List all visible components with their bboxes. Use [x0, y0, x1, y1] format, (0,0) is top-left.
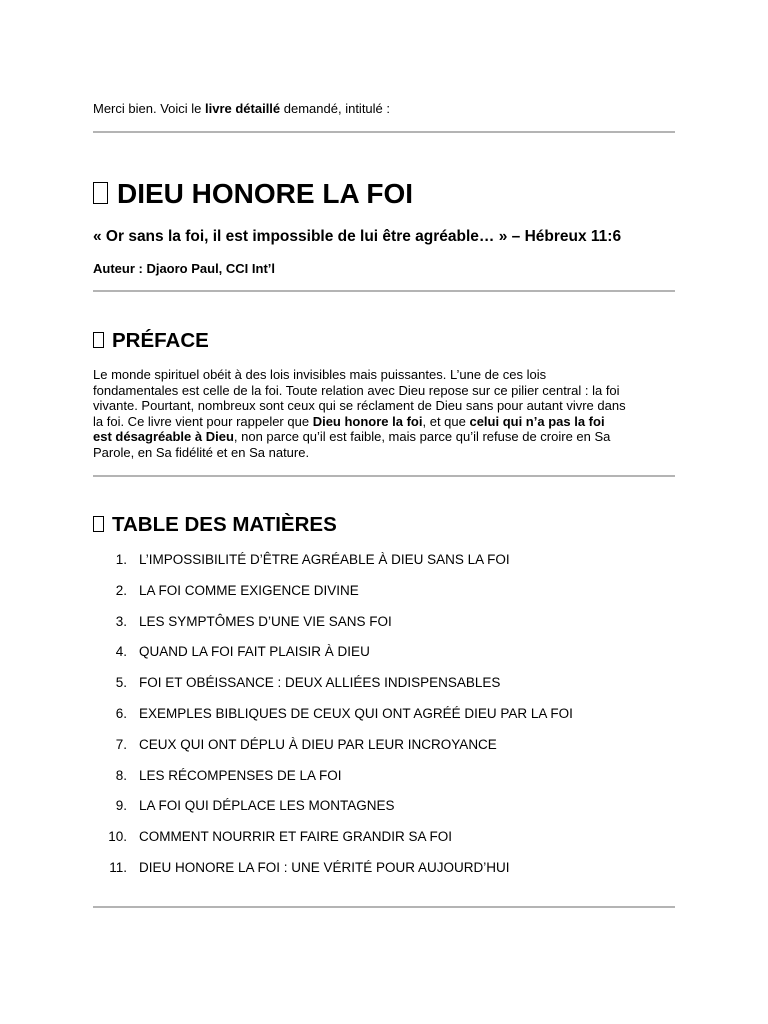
toc-item-text: LA FOI COMME EXIGENCE DIVINE [139, 582, 359, 598]
toc-item [93, 550, 675, 581]
toc-item [93, 858, 675, 889]
book-title [93, 177, 413, 211]
toc-item-text: LES SYMPTÔMES D’UNE VIE SANS FOI [139, 613, 392, 629]
preface-emphasis: Dieu honore la foi [312, 413, 423, 429]
toc-item [93, 642, 675, 673]
preface-line [93, 414, 675, 430]
toc-item-number: 6. [115, 705, 127, 721]
toc-item-number: 8. [115, 767, 127, 783]
table-of-contents [93, 550, 675, 889]
preface-body [93, 367, 675, 460]
toc-item-text: FOI ET OBÉISSANCE : DEUX ALLIÉES INDISPENSABLES [139, 675, 501, 691]
horizontal-rule [93, 475, 675, 477]
intro-text-post: demandé, intitulé : [280, 101, 391, 116]
toc-item-text: EXEMPLES BIBLIQUES DE CEUX QUI ONT AGRÉÉ DIEU PAR LA FOI [139, 705, 573, 721]
toc-heading [93, 512, 337, 538]
toc-item-text: LA FOI QUI DÉPLACE LES MONTAGNES [139, 798, 395, 814]
toc-item-number: 11. [109, 859, 127, 875]
preface-line: Le monde spirituel obéit à des lois invisibles mais puissantes. L’une de ces lois [93, 367, 547, 382]
toc-item-text: CEUX QUI ONT DÉPLU À DIEU PAR LEUR INCROYANCE [139, 736, 497, 752]
preface-heading-text: PRÉFACE [112, 329, 209, 352]
toc-item-number: 4. [115, 644, 127, 660]
toc-item-number: 2. [115, 582, 127, 598]
preface-line: fondamentales est celle de la foi. Toute relation avec Dieu repose sur ce pilier central : la foi [93, 382, 620, 398]
toc-item [93, 673, 675, 704]
toc-item [93, 827, 675, 858]
toc-item-number: 7. [115, 736, 127, 752]
intro-line [93, 100, 390, 118]
intro-text-pre: Merci bien. Voici le [93, 101, 205, 116]
missing-glyph-box-icon [93, 516, 104, 532]
toc-item [93, 612, 675, 643]
missing-glyph-box-icon [93, 332, 104, 348]
intro-text-bold: livre détaillé [205, 101, 281, 116]
preface-line [93, 429, 675, 445]
author-line: Auteur : Djaoro Paul, CCI Int’l [93, 261, 276, 276]
toc-item-number: 9. [115, 798, 127, 814]
toc-item-text: QUAND LA FOI FAIT PLAISIR À DIEU [139, 644, 370, 660]
missing-glyph-box-icon [93, 182, 108, 204]
horizontal-rule [93, 906, 675, 908]
preface-text: , non parce qu’il est faible, mais parce qu’il refuse de croire en Sa [233, 429, 611, 444]
horizontal-rule [93, 290, 675, 292]
toc-item-number: 3. [115, 613, 127, 629]
toc-item-number: 10. [108, 829, 127, 845]
preface-heading [93, 328, 209, 354]
toc-item-number: 5. [115, 675, 127, 691]
preface-line: vivante. Pourtant, nombreux sont ceux qui se réclament de Dieu sans pour autant vivre dans [93, 398, 626, 413]
toc-item-number: 1. [115, 552, 127, 567]
preface-emphasis: est désagréable à Dieu [93, 429, 234, 444]
book-title-text: DIEU HONORE LA FOI [117, 178, 414, 209]
toc-item [93, 735, 675, 766]
preface-text: la foi. Ce livre vient pour rappeler que [93, 413, 313, 429]
epigraph-quote: « Or sans la foi, il est impossible de lui être agréable… » – Hébreux 11:6 [93, 228, 622, 245]
toc-heading-text: TABLE DES MATIÈRES [112, 513, 337, 536]
toc-item [93, 581, 675, 612]
horizontal-rule [93, 131, 675, 133]
toc-item [93, 766, 675, 797]
preface-line: Parole, en Sa fidélité et en Sa nature. [93, 444, 310, 460]
toc-item [93, 704, 675, 735]
toc-item-text: COMMENT NOURRIR ET FAIRE GRANDIR SA FOI [139, 829, 453, 845]
toc-item-text: L’IMPOSSIBILITÉ D’ÊTRE AGRÉABLE À DIEU SANS LA FOI [139, 552, 510, 567]
toc-item [93, 796, 675, 827]
toc-item-text: LES RÉCOMPENSES DE LA FOI [139, 767, 342, 783]
preface-text: , et que [422, 413, 470, 429]
preface-emphasis: celui qui n’a pas la foi [469, 413, 605, 429]
toc-item-text: DIEU HONORE LA FOI : UNE VÉRITÉ POUR AUJOURD’HUI [139, 859, 510, 875]
